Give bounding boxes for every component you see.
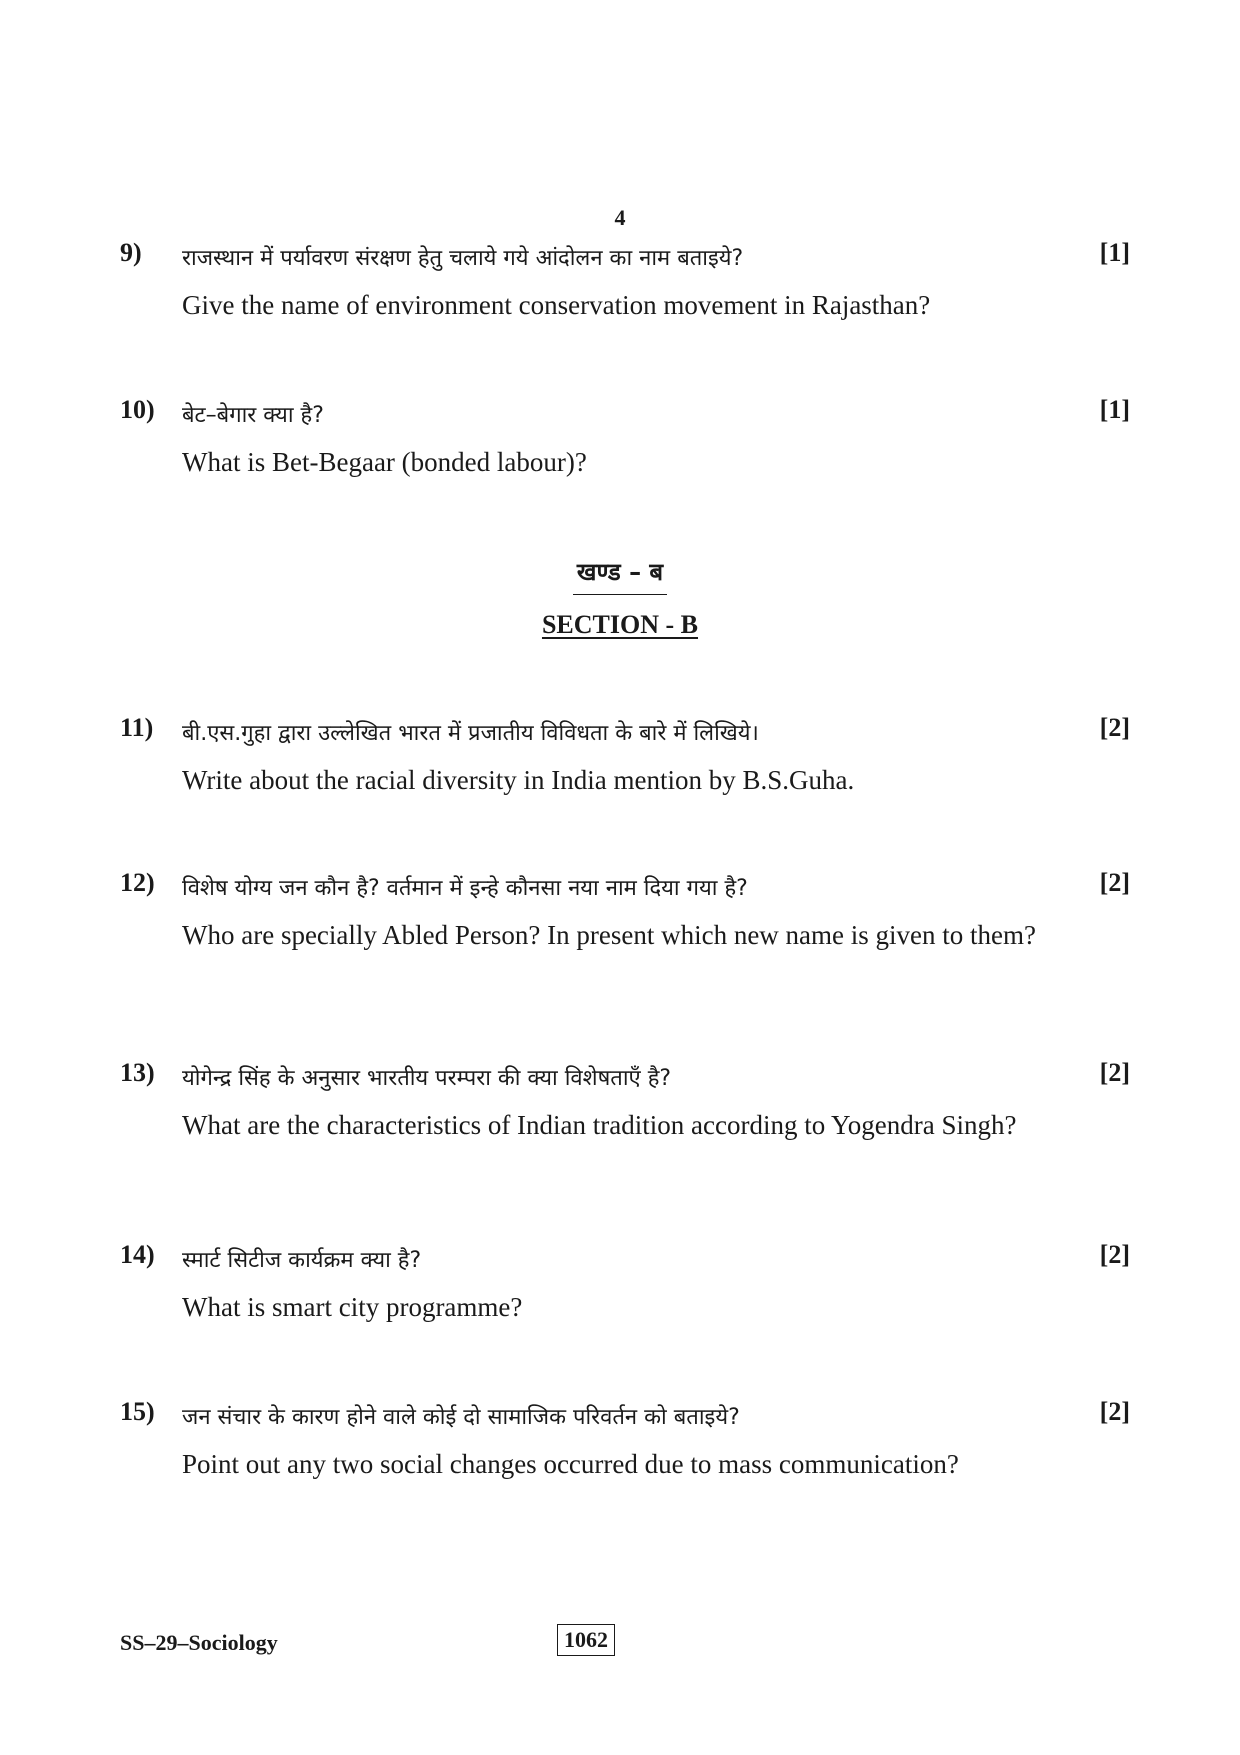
question-marks: [2] [1099, 1240, 1130, 1269]
page-number: 4 [614, 205, 626, 230]
question-marks: [2] [1099, 1397, 1130, 1426]
question-text-hindi: बेट–बेगार क्या है? [182, 403, 324, 428]
question-text-english: Give the name of environment conservation movement in Rajasthan? [182, 290, 931, 320]
question-marks: [2] [1099, 868, 1130, 897]
question-number: 14) [120, 1240, 155, 1269]
question-marks: [1] [1099, 238, 1130, 267]
question-number: 13) [120, 1058, 155, 1087]
question-marks: [1] [1099, 395, 1130, 424]
question-15 [120, 1397, 1130, 1481]
question-number: 11) [120, 713, 154, 742]
section-heading-english [0, 610, 1240, 640]
footer-boxed-number: 1062 [557, 1624, 615, 1656]
question-number: 9) [120, 238, 142, 267]
question-number: 15) [120, 1397, 155, 1426]
question-marks: [2] [1099, 713, 1130, 742]
question-text-english: What is smart city programme? [182, 1292, 523, 1322]
question-text-hindi: योगेन्द्र सिंह के अनुसार भारतीय परम्परा की क्या विशेषताएँ है? [182, 1066, 672, 1091]
question-11 [120, 713, 1130, 797]
question-text-english: Write about the racial diversity in India mention by B.S.Guha. [182, 765, 855, 795]
question-text-english: What are the characteristics of Indian tradition according to Yogendra Singh? [182, 1110, 1017, 1140]
question-text-english: What is Bet-Begaar (bonded labour)? [182, 447, 587, 477]
question-13 [120, 1058, 1130, 1142]
question-text-english: Who are specially Abled Person? In present which new name is given to them? [182, 920, 1036, 950]
section-heading-hindi-text: खण्ड – ब [573, 555, 667, 595]
question-marks: [2] [1099, 1058, 1130, 1087]
question-14 [120, 1240, 1130, 1324]
question-12 [120, 868, 1130, 952]
footer-paper-code: SS–29–Sociology [120, 1630, 278, 1655]
question-text-english: Point out any two social changes occurred due to mass communication? [182, 1449, 959, 1479]
question-text-hindi: विशेष योग्य जन कौन है? वर्तमान में इन्हे कौनसा नया नाम दिया गया है? [182, 876, 748, 901]
question-number: 10) [120, 395, 155, 424]
section-heading-hindi [0, 555, 1240, 595]
question-text-hindi: राजस्थान में पर्यावरण संरक्षण हेतु चलाये गये आंदोलन का नाम बताइये? [182, 246, 744, 271]
question-number: 12) [120, 868, 155, 897]
question-9 [120, 238, 1130, 322]
section-heading-english-text: SECTION - B [541, 610, 699, 639]
question-text-hindi: बी.एस.गुहा द्वारा उल्लेखित भारत में प्रजातीय विविधता के बारे में लिखिये। [182, 721, 759, 746]
question-text-hindi: स्मार्ट सिटीज कार्यक्रम क्या है? [182, 1248, 422, 1273]
question-10 [120, 395, 1130, 479]
question-text-hindi: जन संचार के कारण होने वाले कोई दो सामाजिक परिवर्तन को बताइये? [182, 1405, 740, 1430]
